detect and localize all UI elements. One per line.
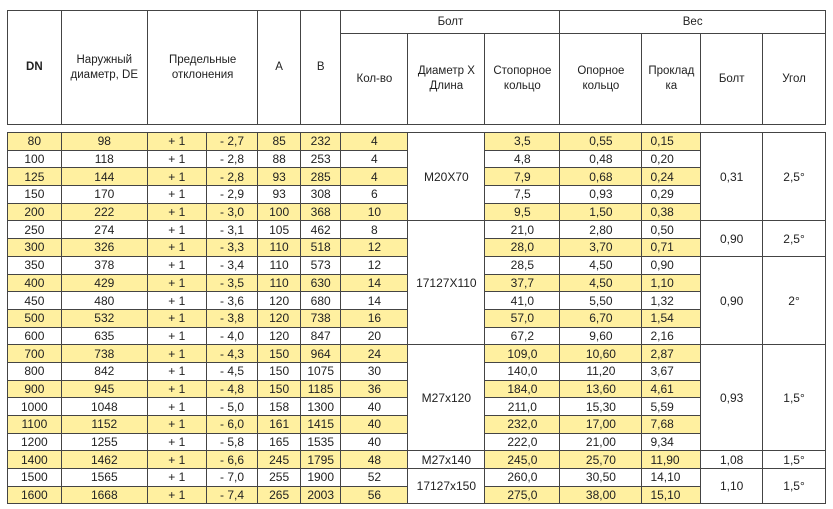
header-lock-ring: Стопорное кольцо (485, 34, 560, 125)
cell-tol-plus: + 1 (147, 292, 206, 310)
header-b: B (300, 11, 341, 125)
cell-dn: 1500 (8, 469, 62, 487)
cell-lock-ring: 232,0 (485, 416, 560, 434)
cell-dn: 450 (8, 292, 62, 310)
cell-b: 573 (300, 256, 341, 274)
cell-support-ring: 11,20 (560, 362, 642, 380)
cell-gasket: 0,15 (642, 133, 701, 151)
cell-lock-ring: 21,0 (485, 221, 560, 239)
header-angle: Угол (763, 34, 826, 125)
cell-bolt-weight: 0,90 (701, 256, 763, 344)
cell-tol-minus: - 4,3 (206, 345, 258, 363)
table-row (8, 451, 826, 469)
cell-b: 232 (300, 133, 341, 151)
cell-support-ring: 15,30 (560, 398, 642, 416)
cell-b: 1185 (300, 380, 341, 398)
cell-support-ring: 21,00 (560, 433, 642, 451)
cell-tol-plus: + 1 (147, 398, 206, 416)
table-row (8, 221, 826, 239)
cell-dn: 1000 (8, 398, 62, 416)
cell-dn: 500 (8, 309, 62, 327)
cell-b: 462 (300, 221, 341, 239)
cell-support-ring: 4,50 (560, 274, 642, 292)
header-tolerances: Предельные отклонения (147, 11, 257, 125)
cell-a: 110 (258, 274, 301, 292)
cell-dn: 400 (8, 274, 62, 292)
cell-lock-ring: 41,0 (485, 292, 560, 310)
cell-a: 100 (258, 203, 301, 221)
cell-dn: 80 (8, 133, 62, 151)
cell-bolt-size: M20X70 (408, 133, 485, 221)
cell-tol-plus: + 1 (147, 168, 206, 186)
cell-dn: 1200 (8, 433, 62, 451)
cell-a: 93 (258, 186, 301, 204)
cell-dn: 100 (8, 150, 62, 168)
cell-support-ring: 30,50 (560, 469, 642, 487)
cell-bolt-weight: 1,08 (701, 451, 763, 469)
header-bolt-count: Кол-во (341, 34, 408, 125)
cell-support-ring: 6,70 (560, 309, 642, 327)
header-bolt-group: Болт (341, 11, 560, 34)
cell-bolt-size: M27x120 (408, 345, 485, 451)
cell-gasket: 9,34 (642, 433, 701, 451)
cell-tol-plus: + 1 (147, 239, 206, 257)
cell-gasket: 0,50 (642, 221, 701, 239)
cell-support-ring: 0,55 (560, 133, 642, 151)
cell-dn: 150 (8, 186, 62, 204)
cell-outer-diameter: 1048 (61, 398, 147, 416)
cell-lock-ring: 28,0 (485, 239, 560, 257)
cell-b: 1795 (300, 451, 341, 469)
header-a: A (258, 11, 301, 125)
cell-a: 245 (258, 451, 301, 469)
cell-dn: 250 (8, 221, 62, 239)
cell-dn: 350 (8, 256, 62, 274)
cell-tol-plus: + 1 (147, 486, 206, 504)
cell-outer-diameter: 1152 (61, 416, 147, 434)
cell-support-ring: 17,00 (560, 416, 642, 434)
cell-angle: 1,5° (763, 469, 826, 504)
cell-lock-ring: 67,2 (485, 327, 560, 345)
cell-outer-diameter: 480 (61, 292, 147, 310)
cell-lock-ring: 109,0 (485, 345, 560, 363)
cell-tol-minus: - 5,8 (206, 433, 258, 451)
cell-b: 964 (300, 345, 341, 363)
cell-a: 150 (258, 380, 301, 398)
cell-outer-diameter: 738 (61, 345, 147, 363)
cell-support-ring: 0,48 (560, 150, 642, 168)
cell-b: 308 (300, 186, 341, 204)
cell-tol-plus: + 1 (147, 133, 206, 151)
cell-angle: 2,5° (763, 221, 826, 256)
cell-bolt-count: 12 (341, 239, 408, 257)
cell-bolt-weight: 1,10 (701, 469, 763, 504)
cell-tol-minus: - 6,6 (206, 451, 258, 469)
cell-tol-plus: + 1 (147, 274, 206, 292)
cell-support-ring: 13,60 (560, 380, 642, 398)
cell-tol-plus: + 1 (147, 345, 206, 363)
cell-dn: 1600 (8, 486, 62, 504)
cell-a: 120 (258, 292, 301, 310)
cell-dn: 1400 (8, 451, 62, 469)
cell-bolt-count: 40 (341, 433, 408, 451)
header-outer-diameter: Наружный диаметр, DE (61, 11, 147, 125)
header-gasket: Проклад ка (642, 34, 701, 125)
table-row (8, 469, 826, 487)
cell-support-ring: 0,93 (560, 186, 642, 204)
cell-outer-diameter: 326 (61, 239, 147, 257)
cell-tol-plus: + 1 (147, 150, 206, 168)
cell-lock-ring: 7,9 (485, 168, 560, 186)
cell-a: 265 (258, 486, 301, 504)
cell-outer-diameter: 378 (61, 256, 147, 274)
cell-outer-diameter: 945 (61, 380, 147, 398)
cell-outer-diameter: 98 (61, 133, 147, 151)
cell-outer-diameter: 1668 (61, 486, 147, 504)
cell-tol-plus: + 1 (147, 186, 206, 204)
cell-b: 738 (300, 309, 341, 327)
cell-lock-ring: 57,0 (485, 309, 560, 327)
cell-gasket: 3,67 (642, 362, 701, 380)
cell-tol-minus: - 4,5 (206, 362, 258, 380)
cell-support-ring: 3,70 (560, 239, 642, 257)
cell-outer-diameter: 1462 (61, 451, 147, 469)
cell-bolt-weight: 0,93 (701, 345, 763, 451)
cell-tol-minus: - 3,4 (206, 256, 258, 274)
header-weight-group: Вес (560, 11, 826, 34)
cell-bolt-count: 4 (341, 150, 408, 168)
cell-bolt-count: 20 (341, 327, 408, 345)
cell-lock-ring: 7,5 (485, 186, 560, 204)
cell-b: 1300 (300, 398, 341, 416)
cell-outer-diameter: 1255 (61, 433, 147, 451)
cell-bolt-size: 17127x150 (408, 469, 485, 504)
cell-bolt-count: 4 (341, 168, 408, 186)
header-spacer (8, 125, 826, 133)
cell-tol-minus: - 4,8 (206, 380, 258, 398)
header-support-ring: Опорное кольцо (560, 34, 642, 125)
cell-tol-minus: - 6,0 (206, 416, 258, 434)
cell-bolt-count: 40 (341, 416, 408, 434)
cell-gasket: 11,90 (642, 451, 701, 469)
cell-support-ring: 9,60 (560, 327, 642, 345)
cell-tol-plus: + 1 (147, 221, 206, 239)
cell-support-ring: 0,68 (560, 168, 642, 186)
cell-dn: 700 (8, 345, 62, 363)
cell-b: 680 (300, 292, 341, 310)
cell-outer-diameter: 118 (61, 150, 147, 168)
cell-lock-ring: 260,0 (485, 469, 560, 487)
cell-bolt-weight: 0,31 (701, 133, 763, 221)
cell-bolt-size: 17127X110 (408, 221, 485, 345)
cell-gasket: 1,10 (642, 274, 701, 292)
cell-tol-minus: - 2,8 (206, 168, 258, 186)
cell-outer-diameter: 170 (61, 186, 147, 204)
cell-outer-diameter: 532 (61, 309, 147, 327)
cell-a: 88 (258, 150, 301, 168)
cell-gasket: 0,71 (642, 239, 701, 257)
cell-b: 847 (300, 327, 341, 345)
cell-gasket: 14,10 (642, 469, 701, 487)
cell-gasket: 0,29 (642, 186, 701, 204)
cell-tol-plus: + 1 (147, 433, 206, 451)
cell-tol-minus: - 7,4 (206, 486, 258, 504)
cell-gasket: 0,90 (642, 256, 701, 274)
cell-a: 110 (258, 239, 301, 257)
cell-angle: 1,5° (763, 451, 826, 469)
cell-bolt-count: 10 (341, 203, 408, 221)
cell-lock-ring: 184,0 (485, 380, 560, 398)
cell-a: 150 (258, 362, 301, 380)
cell-tol-plus: + 1 (147, 451, 206, 469)
cell-gasket: 4,61 (642, 380, 701, 398)
cell-dn: 200 (8, 203, 62, 221)
cell-bolt-count: 36 (341, 380, 408, 398)
flange-spec-table (7, 10, 826, 504)
cell-support-ring: 25,70 (560, 451, 642, 469)
cell-bolt-size: M27x140 (408, 451, 485, 469)
cell-angle: 1,5° (763, 345, 826, 451)
cell-tol-plus: + 1 (147, 380, 206, 398)
header-bolt-size: Диаметр X Длина (408, 34, 485, 125)
cell-bolt-weight: 0,90 (701, 221, 763, 256)
cell-bolt-count: 16 (341, 309, 408, 327)
cell-dn: 125 (8, 168, 62, 186)
cell-lock-ring: 140,0 (485, 362, 560, 380)
cell-gasket: 0,20 (642, 150, 701, 168)
cell-tol-minus: - 2,7 (206, 133, 258, 151)
header-bolt-weight: Болт (701, 34, 763, 125)
cell-bolt-count: 56 (341, 486, 408, 504)
cell-b: 1900 (300, 469, 341, 487)
cell-tol-minus: - 2,8 (206, 150, 258, 168)
table-row (8, 133, 826, 151)
cell-tol-minus: - 3,8 (206, 309, 258, 327)
cell-gasket: 2,16 (642, 327, 701, 345)
cell-a: 85 (258, 133, 301, 151)
cell-bolt-count: 8 (341, 221, 408, 239)
cell-tol-minus: - 3,3 (206, 239, 258, 257)
cell-lock-ring: 4,8 (485, 150, 560, 168)
cell-outer-diameter: 144 (61, 168, 147, 186)
cell-bolt-count: 4 (341, 133, 408, 151)
table-row (8, 345, 826, 363)
cell-lock-ring: 275,0 (485, 486, 560, 504)
cell-tol-plus: + 1 (147, 416, 206, 434)
cell-a: 150 (258, 345, 301, 363)
cell-gasket: 15,10 (642, 486, 701, 504)
cell-tol-plus: + 1 (147, 362, 206, 380)
cell-bolt-count: 30 (341, 362, 408, 380)
cell-lock-ring: 245,0 (485, 451, 560, 469)
cell-tol-minus: - 7,0 (206, 469, 258, 487)
cell-outer-diameter: 274 (61, 221, 147, 239)
cell-tol-minus: - 3,6 (206, 292, 258, 310)
cell-bolt-count: 52 (341, 469, 408, 487)
cell-outer-diameter: 1565 (61, 469, 147, 487)
cell-a: 158 (258, 398, 301, 416)
cell-lock-ring: 9,5 (485, 203, 560, 221)
cell-gasket: 1,54 (642, 309, 701, 327)
cell-tol-plus: + 1 (147, 256, 206, 274)
cell-bolt-count: 14 (341, 274, 408, 292)
cell-tol-minus: - 3,5 (206, 274, 258, 292)
cell-lock-ring: 37,7 (485, 274, 560, 292)
cell-tol-minus: - 4,0 (206, 327, 258, 345)
cell-gasket: 1,32 (642, 292, 701, 310)
cell-dn: 1100 (8, 416, 62, 434)
cell-bolt-count: 6 (341, 186, 408, 204)
cell-dn: 900 (8, 380, 62, 398)
header-dn: DN (8, 11, 62, 125)
cell-bolt-count: 12 (341, 256, 408, 274)
cell-tol-minus: - 2,9 (206, 186, 258, 204)
cell-b: 518 (300, 239, 341, 257)
cell-tol-plus: + 1 (147, 327, 206, 345)
cell-angle: 2° (763, 256, 826, 344)
cell-gasket: 7,68 (642, 416, 701, 434)
cell-tol-plus: + 1 (147, 469, 206, 487)
cell-gasket: 2,87 (642, 345, 701, 363)
cell-support-ring: 5,50 (560, 292, 642, 310)
cell-a: 120 (258, 309, 301, 327)
cell-dn: 300 (8, 239, 62, 257)
cell-outer-diameter: 429 (61, 274, 147, 292)
cell-b: 285 (300, 168, 341, 186)
cell-b: 1415 (300, 416, 341, 434)
cell-tol-minus: - 3,1 (206, 221, 258, 239)
cell-b: 1075 (300, 362, 341, 380)
cell-a: 110 (258, 256, 301, 274)
cell-support-ring: 10,60 (560, 345, 642, 363)
cell-support-ring: 1,50 (560, 203, 642, 221)
cell-gasket: 5,59 (642, 398, 701, 416)
cell-a: 165 (258, 433, 301, 451)
cell-a: 120 (258, 327, 301, 345)
cell-a: 105 (258, 221, 301, 239)
cell-outer-diameter: 842 (61, 362, 147, 380)
cell-b: 630 (300, 274, 341, 292)
cell-lock-ring: 222,0 (485, 433, 560, 451)
cell-b: 2003 (300, 486, 341, 504)
cell-bolt-count: 40 (341, 398, 408, 416)
cell-gasket: 0,38 (642, 203, 701, 221)
cell-support-ring: 38,00 (560, 486, 642, 504)
cell-outer-diameter: 222 (61, 203, 147, 221)
cell-lock-ring: 28,5 (485, 256, 560, 274)
cell-tol-plus: + 1 (147, 203, 206, 221)
cell-bolt-count: 48 (341, 451, 408, 469)
cell-dn: 600 (8, 327, 62, 345)
cell-outer-diameter: 635 (61, 327, 147, 345)
cell-support-ring: 2,80 (560, 221, 642, 239)
cell-b: 368 (300, 203, 341, 221)
cell-angle: 2,5° (763, 133, 826, 221)
cell-tol-plus: + 1 (147, 309, 206, 327)
cell-b: 1535 (300, 433, 341, 451)
cell-lock-ring: 211,0 (485, 398, 560, 416)
cell-tol-minus: - 5,0 (206, 398, 258, 416)
cell-a: 161 (258, 416, 301, 434)
cell-lock-ring: 3,5 (485, 133, 560, 151)
cell-a: 93 (258, 168, 301, 186)
table-body (8, 133, 826, 504)
cell-support-ring: 4,50 (560, 256, 642, 274)
cell-gasket: 0,24 (642, 168, 701, 186)
cell-a: 255 (258, 469, 301, 487)
cell-bolt-count: 24 (341, 345, 408, 363)
cell-bolt-count: 14 (341, 292, 408, 310)
cell-b: 253 (300, 150, 341, 168)
cell-dn: 800 (8, 362, 62, 380)
cell-tol-minus: - 3,0 (206, 203, 258, 221)
